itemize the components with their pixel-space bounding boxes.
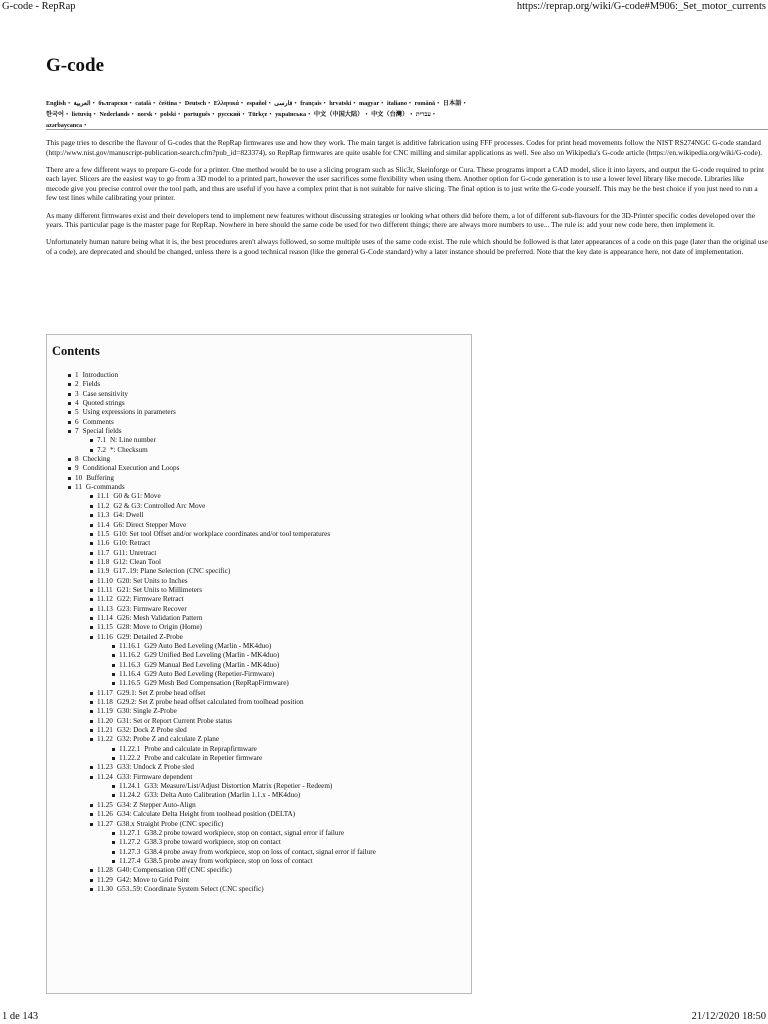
intro-paragraph-3: As many different firmwares exist and their developers tend to implement new features without discussing strategies or looking what others did before them, a lot of different sub-flavours for the 3D-Printer specific codes developed over the years. This particular page is the master page for RepRap. Nowhere in here should the same code be used for two different things; there are always more numbers to use... The rule is: add your new code here, then implement it. — [46, 210, 756, 230]
language-separator: • — [410, 111, 413, 118]
toc-item-label: G34: Calculate Delta Height from toolhead position (DELTA) — [116, 810, 296, 819]
toc-item-label: G38.x Straight Probe (CNC specific) — [116, 819, 224, 828]
intro-paragraph-4: Unfortunately human nature being what it is, the best procedures aren't always followed, so some multiple uses of the same code exist. The rule which should be followed is that later appearances of a code on this page (later than the original use of a code), are deprecated and should be changed, unless there is a good technical reason (like the general G-Code standard) why a later instance should be preferred. Note that the key date is appearance here, not date of implementation. — [46, 237, 768, 256]
language-link[interactable]: Nederlands — [99, 111, 130, 118]
toc-item-number: 11.27.1 — [119, 828, 141, 837]
toc-item-label: G32: Probe Z and calculate Z plane — [116, 735, 220, 744]
toc-item-number: 11.16.1 — [119, 641, 141, 650]
language-link[interactable]: 한국어 — [46, 111, 64, 118]
toc-item[interactable] — [97, 717, 471, 726]
language-separator: • — [381, 100, 384, 107]
toc-item-label: G17..19: Plane Selection (CNC specific) — [113, 567, 231, 576]
toc-item[interactable] — [97, 885, 471, 894]
language-separator: • — [308, 111, 311, 118]
toc-item[interactable] — [75, 390, 471, 399]
language-link[interactable]: العربية — [73, 100, 91, 107]
language-separator: • — [323, 100, 326, 107]
toc-item-label: G34: Z Stepper Auto-Align — [116, 800, 196, 809]
toc-item-number: 11 — [75, 483, 82, 492]
toc-item-label: Checking — [82, 455, 111, 464]
toc-item[interactable] — [119, 848, 471, 857]
toc-item-number: 11.4 — [97, 520, 110, 529]
toc-item[interactable] — [97, 614, 471, 623]
toc-item[interactable] — [75, 455, 471, 464]
language-separator: • — [408, 100, 412, 107]
toc-item-number: 11.29 — [97, 875, 113, 884]
toc-list — [47, 371, 471, 894]
toc-item-label: Probe and calculate in Repetier firmware — [144, 754, 263, 763]
toc-item-label: Buffering — [86, 473, 115, 482]
toc-item[interactable] — [97, 502, 471, 511]
toc-item-label: G23: Firmware Recover — [116, 604, 187, 613]
language-separator: • — [179, 100, 182, 107]
language-separator: • — [178, 111, 181, 118]
language-link[interactable]: čeština — [158, 100, 178, 107]
toc-item-number: 6 — [75, 417, 79, 426]
toc-item[interactable] — [75, 427, 471, 436]
language-link[interactable]: lietuvių — [71, 111, 92, 118]
toc-item[interactable] — [97, 707, 471, 716]
toc-item-label: Conditional Execution and Loops — [82, 464, 180, 473]
toc-item[interactable] — [97, 876, 471, 885]
toc-item[interactable] — [97, 763, 471, 772]
toc-item-label: G29 Manual Bed Leveling (Marlin - MK4duo) — [144, 660, 280, 669]
language-separator: • — [129, 100, 132, 107]
toc-item-number: 11.2 — [97, 501, 110, 510]
toc-item-number: 11.24 — [97, 772, 113, 781]
toc-item-label: G22: Firmware Retract — [116, 595, 184, 604]
toc-item[interactable] — [97, 633, 471, 642]
toc-item[interactable] — [97, 810, 471, 819]
toc-item[interactable] — [97, 605, 471, 614]
toc-item-label: G21: Set Units to Millimeters — [116, 585, 203, 594]
toc-item-number: 11.27.2 — [119, 838, 141, 847]
toc-item-label: Fields — [82, 380, 101, 389]
toc-item-number: 11.16.5 — [119, 679, 141, 688]
language-separator: • — [353, 100, 356, 107]
toc-item-number: 11.10 — [97, 576, 113, 585]
toc-item-label: Special fields — [82, 427, 122, 436]
toc-item-number: 9 — [75, 464, 79, 473]
toc-item[interactable] — [97, 446, 471, 455]
toc-item-number: 11.13 — [97, 604, 113, 613]
toc-item-number: 11.21 — [97, 726, 113, 735]
toc-item-label: G29: Detailed Z-Probe — [116, 632, 183, 641]
toc-item-number: 11.16 — [97, 632, 113, 641]
toc-item-label: G40: Compensation Off (CNC specific) — [116, 866, 232, 875]
toc-item-number: 11.3 — [97, 511, 110, 520]
language-separator: • — [463, 100, 466, 107]
toc-item-label: G53..59: Coordinate System Select (CNC specific) — [116, 884, 264, 893]
language-separator: • — [212, 111, 215, 118]
language-separator: • — [154, 111, 157, 118]
toc-item[interactable] — [97, 558, 471, 567]
toc-item-label: G33: Measure/List/Adjust Distortion Matrix (Repetier - Redeem) — [144, 782, 333, 791]
language-separator: • — [240, 100, 244, 107]
toc-item-number: 11.22.2 — [119, 754, 141, 763]
toc-item-label: G10: Retract — [113, 539, 151, 548]
toc-item[interactable] — [97, 595, 471, 604]
language-link[interactable]: magyar — [358, 100, 380, 107]
toc-item[interactable] — [119, 838, 471, 847]
language-separator: • — [242, 111, 245, 118]
language-link[interactable]: español — [246, 100, 267, 107]
toc-item[interactable] — [119, 829, 471, 838]
toc-item-label: Using expressions in parameters — [82, 408, 176, 417]
intro-paragraph-2: There are a few different ways to prepare G-code for a printer. One method would be to use a slicing program such as Slic3r, Skeinforge or Cura. These programs import a CAD model, slice it into layers, and output the G-code required to print each layer. Slicers are the easiest way to go from a 3D model to a printed part, however the user sacrifices some flexibility when using them. Another option for G-code generation is to use a lower level library like mecode. Libraries like mecode give you precise control over the tool path, and thus are useful if you have a complex print that is not suitable for naive slicing. The final option is to just write the G-code yourself. This may be the best choice if you just need to run a few test lines while calibrating your printer. — [46, 164, 765, 203]
language-separator: • — [84, 122, 87, 129]
toc-item-number: 11.27 — [97, 819, 113, 828]
toc-item[interactable] — [119, 745, 471, 754]
language-link[interactable]: 中文（台灣） — [371, 111, 409, 118]
toc-item[interactable] — [97, 689, 471, 698]
toc-item-number: 11.23 — [97, 763, 113, 772]
toc-item[interactable] — [119, 670, 471, 679]
language-link[interactable]: български — [98, 100, 128, 107]
toc-item-number: 11.6 — [97, 539, 110, 548]
toc-item-number: 11.22 — [97, 735, 113, 744]
toc-item-label: G2 & G3: Controlled Arc Move — [113, 501, 206, 510]
toc-item[interactable] — [97, 698, 471, 707]
toc-item[interactable] — [97, 521, 471, 530]
toc-item-label: G29 Auto Bed Leveling (Repetier-Firmware) — [144, 670, 275, 678]
toc-item-label: G38.2 probe toward workpiece, stop on contact, signal error if failure — [144, 828, 345, 837]
toc-item-label: G38.3 probe toward workpiece, stop on contact — [144, 838, 281, 847]
language-link[interactable]: português — [183, 111, 211, 118]
toc-item[interactable] — [97, 530, 471, 539]
toc-item[interactable] — [97, 549, 471, 558]
toc-item-label: G29 Unified Bed Leveling (Marlin - MK4duo) — [144, 651, 280, 660]
language-separator: • — [294, 100, 297, 107]
toc-item-label: G38.4 probe away from workpiece, stop on loss of contact, signal error if failure — [144, 847, 376, 856]
article-body — [46, 138, 768, 264]
toc-item[interactable] — [75, 399, 471, 408]
toc-item-label: G28: Move to Origin (Home) — [116, 623, 202, 632]
toc-item-label: *: Checksum — [109, 445, 148, 454]
toc-item[interactable] — [75, 474, 471, 483]
toc-item[interactable] — [119, 782, 471, 791]
toc-item-number: 11.27.3 — [119, 847, 141, 856]
toc-item[interactable] — [97, 586, 471, 595]
toc-item[interactable] — [97, 735, 471, 744]
toc-item-number: 11.27.4 — [119, 856, 141, 865]
language-link[interactable]: Deutsch — [184, 100, 207, 107]
toc-item-number: 11.16.4 — [119, 670, 141, 678]
toc-item-label: G29 Auto Bed Leveling (Marlin - MK4duo) — [144, 641, 272, 650]
toc-item[interactable] — [97, 539, 471, 548]
language-separator: • — [432, 111, 435, 118]
toc-item[interactable] — [97, 801, 471, 810]
language-link[interactable]: 日本語 — [442, 100, 462, 107]
toc-item-number: 11.19 — [97, 707, 113, 716]
language-separator: • — [268, 100, 271, 107]
language-link[interactable]: norsk — [137, 111, 153, 118]
toc-item-number: 11.28 — [97, 866, 113, 875]
toc-item[interactable] — [97, 623, 471, 632]
toc-item[interactable] — [119, 679, 471, 688]
toc-item-number: 11.24.2 — [119, 791, 141, 800]
toc-title: Contents — [52, 344, 100, 358]
toc-item-number: 11.26 — [97, 810, 113, 819]
toc-item-number: 5 — [75, 408, 79, 417]
toc-item[interactable] — [75, 483, 471, 492]
print-footer — [0, 1008, 768, 1024]
language-link[interactable]: català — [135, 100, 152, 107]
language-link[interactable]: русский — [217, 111, 241, 118]
toc-item-number: 1 — [75, 371, 79, 379]
language-link[interactable]: italiano — [386, 100, 407, 107]
language-link[interactable]: polski — [160, 111, 176, 118]
toc-item-number: 11.18 — [97, 698, 113, 707]
toc-item[interactable] — [75, 418, 471, 427]
toc-item-label: G31: Set or Report Current Probe status — [116, 716, 232, 725]
toc-item-label: Probe and calculate in Reprapfirmware — [144, 744, 257, 753]
toc-item-label: G33: Undock Z Probe sled — [116, 763, 194, 772]
toc-item-number: 11.17 — [97, 688, 113, 697]
language-link[interactable]: română — [414, 100, 436, 107]
toc-item-number: 7 — [75, 427, 79, 436]
toc-item-label: G0 & G1: Move — [113, 492, 161, 501]
toc-item[interactable] — [97, 820, 471, 829]
toc-item-label: G10: Set tool Offset and/or workplace coordinates and/or tool temperatures — [113, 529, 331, 538]
toc-item[interactable] — [97, 492, 471, 501]
toc-item-number: 11.1 — [97, 492, 110, 501]
language-link[interactable]: Türkçe — [248, 111, 268, 118]
toc-item-label: G30: Single Z-Probe — [116, 707, 177, 716]
language-separator: • — [437, 100, 440, 107]
language-link[interactable]: українська — [275, 111, 307, 118]
print-header-title: G-code - RepRap — [2, 1, 76, 12]
toc-item-number: 11.5 — [97, 529, 110, 538]
language-separator: • — [65, 111, 69, 118]
language-link[interactable]: Ελληνικά — [213, 100, 239, 107]
language-separator: • — [93, 111, 96, 118]
toc-item-number: 11.24.1 — [119, 782, 141, 791]
toc-item-number: 11.12 — [97, 595, 113, 604]
language-link[interactable]: français — [300, 100, 322, 107]
language-link[interactable]: 中文（中国大陆） — [313, 111, 364, 118]
language-separator: • — [208, 100, 211, 107]
toc-item[interactable] — [75, 464, 471, 473]
language-separator: • — [269, 111, 272, 118]
toc-item-label: G6: Direct Stepper Move — [113, 520, 187, 529]
toc-item[interactable] — [97, 577, 471, 586]
language-link[interactable]: hrvatski — [329, 100, 352, 107]
toc-item[interactable] — [119, 661, 471, 670]
toc-item-label: G4: Dwell — [113, 511, 144, 520]
toc-item-label: G11: Unretract — [113, 548, 157, 557]
toc-item[interactable] — [119, 791, 471, 800]
intro-paragraph-1: This page tries to describe the flavour of G-codes that the RepRap firmwares use and how they work. The main target is additive fabrication using FFF processes. Codes for print head movements follow the NIST RS274NGC G-code standard (http://www.nist.gov/manuscript-publication-search.cfm?pub_id=823374), so RepRap firmwares are quite usable for CNC milling and similar applications as well. See also on Wikipedia's G-code article (https://en.wikipedia.org/wiki/G-code). — [46, 138, 763, 157]
toc-item-number: 11.20 — [97, 716, 113, 725]
toc-item-label: Quoted strings — [82, 399, 125, 408]
toc-item[interactable] — [97, 866, 471, 875]
language-link[interactable]: azərbaycanca — [46, 122, 83, 129]
print-header-url[interactable]: https://reprap.org/wiki/G-code#M906:_Set_motor_currents — [516, 1, 766, 12]
toc-item-label: G20: Set Units to Inches — [116, 576, 188, 585]
language-separator: • — [365, 111, 368, 118]
language-separator: • — [67, 100, 71, 107]
toc-item-label: G38.5 probe away from workpiece, stop on loss of contact — [144, 856, 313, 865]
toc-item-number: 7.1 — [97, 436, 106, 445]
language-separator: • — [153, 100, 156, 107]
toc-item-label: G42: Move to Grid Point — [116, 875, 190, 884]
title-divider — [46, 129, 768, 130]
print-header — [0, 0, 768, 14]
toc-item-number: 11.9 — [97, 567, 110, 576]
language-separator: • — [92, 100, 95, 107]
toc-item-label: G12: Clean Tool — [113, 557, 161, 566]
article-header — [46, 54, 470, 131]
toc-item-label: N: Line number — [109, 436, 156, 445]
language-link[interactable]: فارسی — [274, 100, 293, 107]
toc-item-number: 10 — [75, 473, 83, 482]
toc-item-number: 3 — [75, 389, 79, 398]
toc-item-number: 11.14 — [97, 613, 113, 622]
toc-item-number: 11.8 — [97, 557, 110, 566]
toc-item-label: G33: Firmware dependent — [116, 772, 193, 781]
toc-item-number: 8 — [75, 455, 79, 464]
toc-item-label: G-commands — [85, 483, 125, 492]
toc-item[interactable] — [119, 754, 471, 763]
language-link[interactable]: English — [46, 100, 66, 107]
toc-item[interactable] — [75, 408, 471, 417]
language-separator: • — [131, 111, 134, 118]
toc-item[interactable] — [97, 511, 471, 520]
toc-item-number: 11.22.1 — [119, 744, 141, 753]
toc-item-number: 11.30 — [97, 884, 113, 893]
toc-item[interactable] — [119, 642, 471, 651]
toc-item-label: Case sensitivity — [82, 389, 128, 398]
toc-item-number: 2 — [75, 380, 79, 389]
page-counter: 1 de 143 — [2, 1011, 39, 1022]
language-links — [46, 98, 476, 131]
toc-item-number: 11.25 — [97, 800, 113, 809]
table-of-contents — [46, 334, 472, 994]
page-title: G-code — [46, 55, 105, 76]
toc-item[interactable] — [75, 371, 471, 380]
toc-item-number: 4 — [75, 399, 79, 408]
toc-item[interactable] — [97, 567, 471, 576]
toc-item[interactable] — [97, 773, 471, 782]
toc-item-label: Comments — [82, 417, 114, 426]
print-datetime: 21/12/2020 18:50 — [691, 1011, 766, 1022]
toc-item-label: G29.1: Set Z probe head offset — [116, 688, 206, 697]
toc-item-number: 11.16.2 — [119, 651, 141, 660]
toc-item[interactable] — [97, 436, 471, 445]
language-link[interactable]: עברית — [415, 111, 431, 118]
toc-item-label: G32: Dock Z Probe sled — [116, 726, 187, 735]
toc-item[interactable] — [119, 857, 471, 866]
toc-item-number: 11.7 — [97, 548, 110, 557]
toc-item-label: G29 Mesh Bed Compensation (RepRapFirmware) — [144, 679, 289, 688]
toc-item[interactable] — [119, 651, 471, 660]
toc-item-label: G26: Mesh Validation Pattern — [116, 613, 203, 622]
toc-item-number: 11.11 — [97, 585, 113, 594]
toc-item[interactable] — [97, 726, 471, 735]
toc-item-label: G29.2: Set Z probe head offset calculated from toolhead position — [116, 698, 304, 707]
toc-item-label: Introduction — [82, 371, 119, 379]
toc-item-number: 11.16.3 — [119, 660, 141, 669]
toc-item-label: G33: Delta Auto Calibration (Marlin 1.1.x - MK4duo) — [144, 791, 301, 800]
toc-item[interactable] — [75, 380, 471, 389]
toc-item-number: 11.15 — [97, 623, 113, 632]
toc-item-number: 7.2 — [97, 445, 106, 454]
